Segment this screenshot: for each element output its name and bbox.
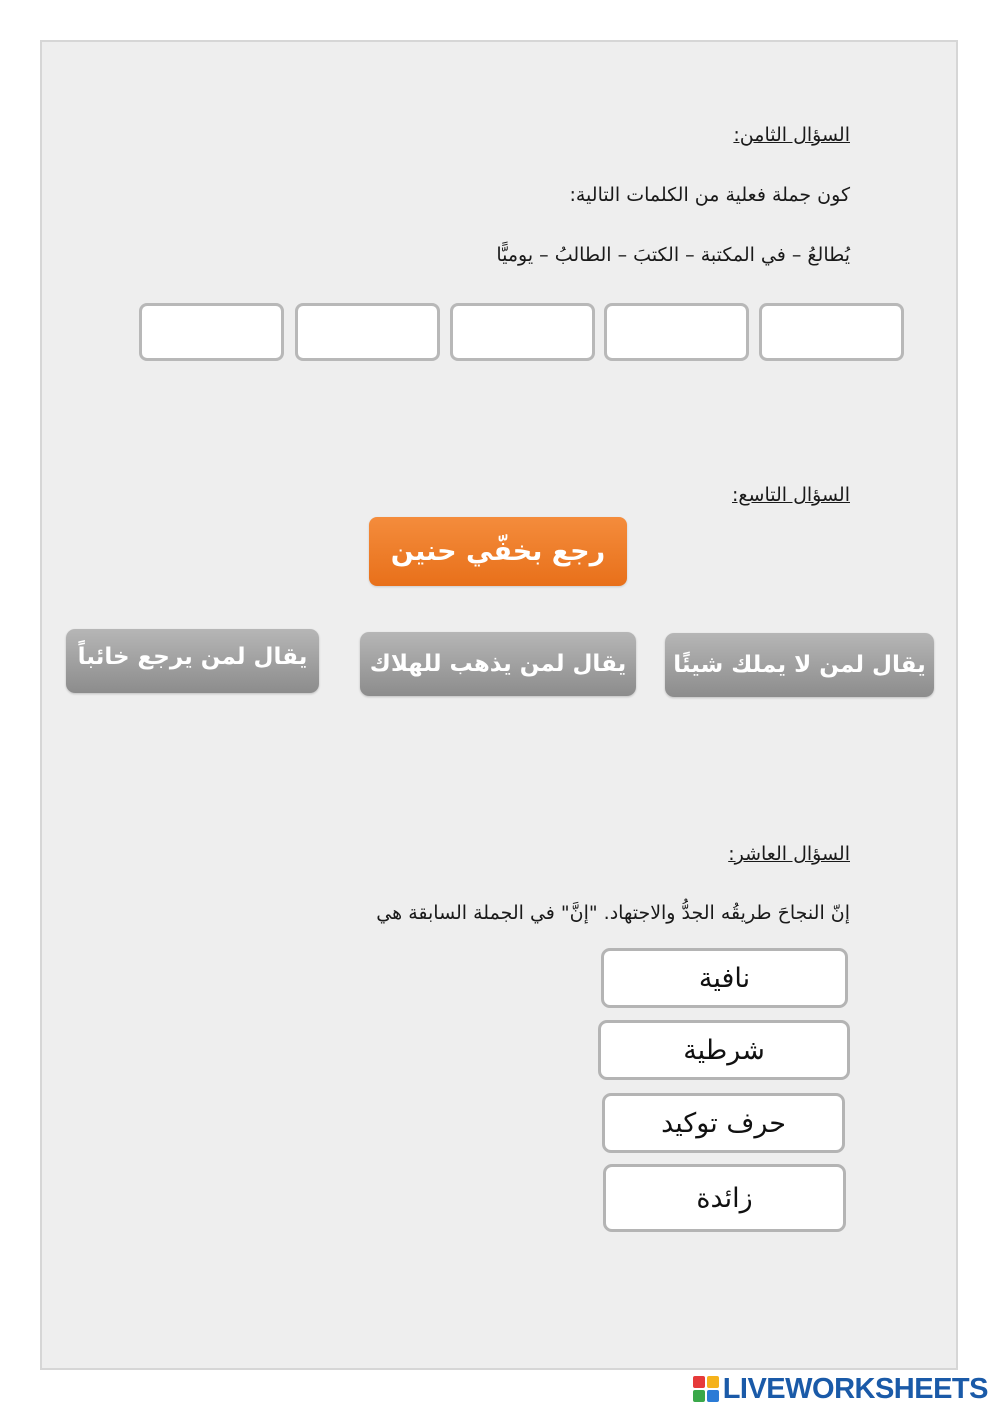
liveworksheets-logo-text: LIVEWORKSHEETS bbox=[722, 1372, 988, 1405]
choice-harf-tawkid[interactable]: حرف توكيد bbox=[602, 1093, 845, 1153]
meaning-option-1[interactable]: يقال لمن لا يملك شيئًا bbox=[665, 633, 934, 697]
sentence-word-slot-4[interactable] bbox=[295, 303, 440, 361]
meaning-option-2[interactable]: يقال لمن يذهب للهلاك bbox=[360, 632, 636, 696]
liveworksheets-logo-icon bbox=[693, 1376, 719, 1402]
meaning-option-3[interactable]: يقال لمن يرجع خائباً bbox=[66, 629, 319, 693]
choice-nafiya[interactable]: نافية bbox=[601, 948, 848, 1008]
sentence-word-slot-5[interactable] bbox=[139, 303, 284, 361]
question-8-words: يُطالعُ – في المكتبة – الكتبَ – الطالبُ – يوميًّا bbox=[496, 244, 850, 266]
question-9-heading: السؤال التاسع: bbox=[732, 484, 850, 506]
question-10-text: إنّ النجاحَ طريقُه الجدُّ والاجتهاد. "إنَّ" في الجملة السابقة هي bbox=[376, 902, 850, 924]
choice-shartiya[interactable]: شرطية bbox=[598, 1020, 850, 1080]
liveworksheets-logo bbox=[693, 1372, 988, 1406]
question-10-heading: السؤال العاشر: bbox=[728, 843, 850, 865]
choice-zaida[interactable]: زائدة bbox=[603, 1164, 846, 1232]
question-8-instruction: كون جملة فعلية من الكلمات التالية: bbox=[569, 184, 850, 206]
sentence-word-slot-2[interactable] bbox=[604, 303, 749, 361]
question-8-heading: السؤال الثامن: bbox=[733, 124, 850, 146]
sentence-word-slot-3[interactable] bbox=[450, 303, 595, 361]
idiom-phrase-card[interactable]: رجع بخفّي حنين bbox=[369, 517, 627, 586]
sentence-word-slot-1[interactable] bbox=[759, 303, 904, 361]
